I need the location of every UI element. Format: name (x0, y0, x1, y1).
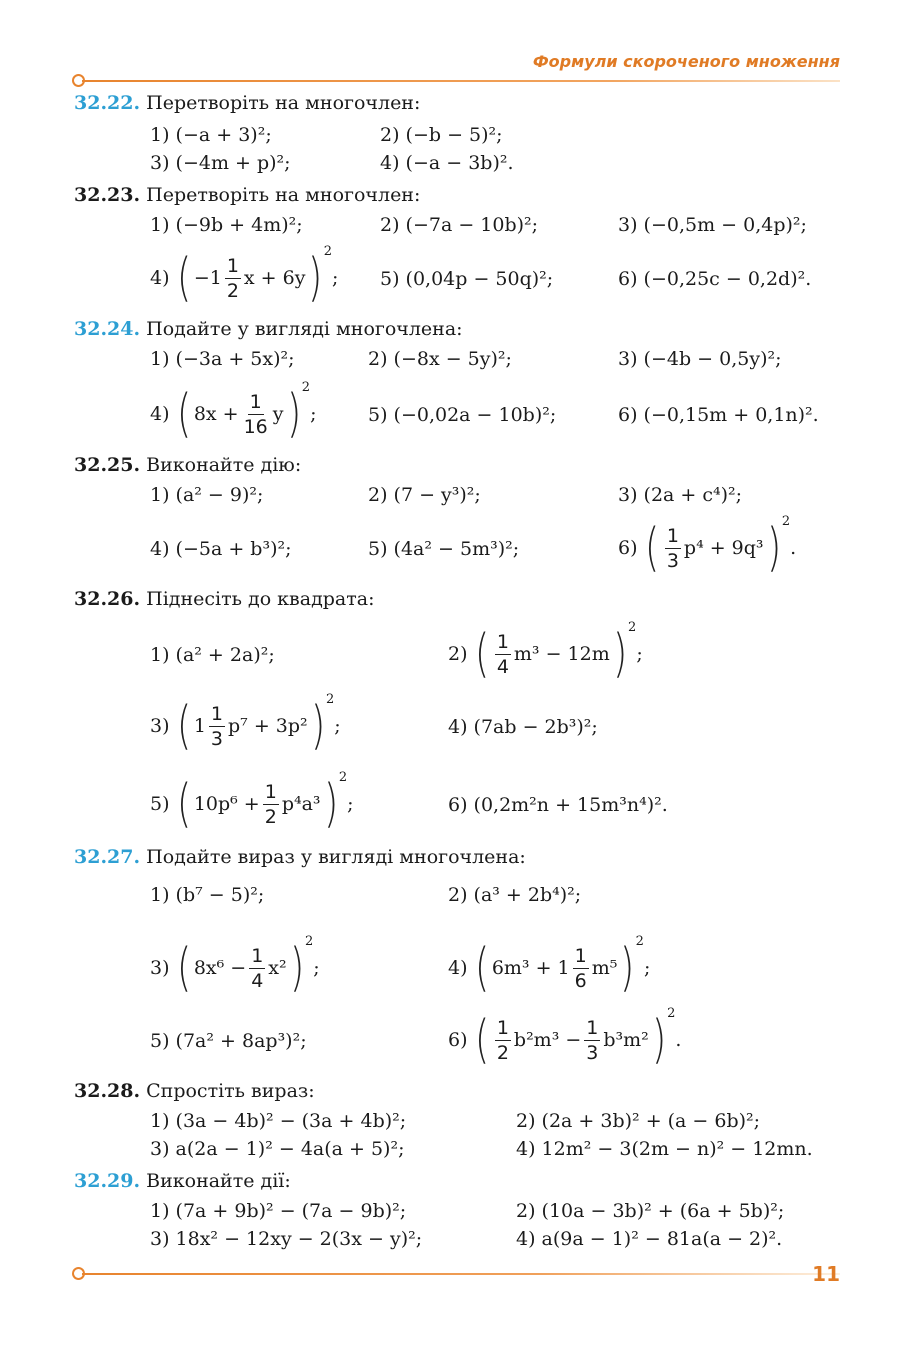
section-title: Формули скороченого множення (532, 52, 840, 71)
problem-item: 6) (0,2m²n + 15m³n⁴)². (448, 794, 668, 816)
problem-32-28 (74, 1080, 315, 1102)
fraction: $\frac{1}{3}$ (666, 524, 679, 572)
problem-title: Подайте вираз у вигляді многочлена: (146, 846, 526, 868)
fraction: $\frac{1}{16}$ (243, 390, 268, 438)
problem-title: Перетворіть на многочлен: (146, 184, 421, 206)
problem-item: 3) (−4m + p)²; (150, 152, 291, 174)
problem-item: 1) (7a + 9b)² − (7a − 9b)²; (150, 1200, 407, 1222)
problem-number: 32.26. (74, 588, 141, 610)
fraction-expression: 4) ( 8x + $\frac{1}{16}$ y ) 2 ; (150, 380, 317, 444)
problem-item: 3) (2a + c⁴)²; (618, 484, 743, 506)
problem-title: Перетворіть на многочлен: (146, 92, 421, 114)
problem-item: 2) (−7a − 10b)²; (380, 214, 539, 236)
problem-item: 1) (−3a + 5x)²; (150, 348, 295, 370)
problem-number: 32.22. (74, 92, 141, 114)
problem-item: 1) (a² − 9)²; (150, 484, 264, 506)
problem-title: Подайте у вигляді многочлена: (146, 318, 463, 340)
problem-32-22 (74, 92, 420, 114)
problem-number: 32.25. (74, 454, 141, 476)
problem-item: 2) (10a − 3b)² + (6a + 5b)²; (516, 1200, 785, 1222)
fraction: $\frac{1}{3}$ (586, 1016, 599, 1064)
problem-32-25 (74, 454, 301, 476)
problem-title: Виконайте дію: (146, 454, 302, 476)
problem-item: 2) (−b − 5)²; (380, 124, 503, 146)
fraction-expression: 5) ( 10p⁶ + $\frac{1}{2}$ p⁴a³ ) 2 ; (150, 770, 354, 834)
problem-item: 5) (7a² + 8ap³)²; (150, 1030, 307, 1052)
header-rule (82, 80, 840, 82)
fraction-expression: 6) ( $\frac{1}{2}$ b²m³ − $\frac{1}{3}$ b³m² ) 2 . (448, 1006, 682, 1070)
problem-item: 6) (−0,15m + 0,1n)². (618, 404, 819, 426)
fraction: $\frac{1}{4}$ (251, 944, 264, 992)
problem-number: 32.23. (74, 184, 141, 206)
fraction-expression: 2) ( $\frac{1}{4}$ m³ − 12m ) 2 ; (448, 620, 643, 684)
fraction-expression: 3) ( 8x⁶ − $\frac{1}{4}$ x² ) 2 ; (150, 934, 320, 998)
fraction: $\frac{1}{2}$ (496, 1016, 509, 1064)
problem-item: 5) (0,04p − 50q)²; (380, 268, 554, 290)
problem-32-23 (74, 184, 420, 206)
problem-item: 2) (a³ + 2b⁴)²; (448, 884, 582, 906)
page-number: 11 (812, 1262, 840, 1286)
problem-item: 1) (b⁷ − 5)²; (150, 884, 265, 906)
problem-item: 3) 18x² − 12xy − 2(3x − y)²; (150, 1228, 423, 1250)
problem-number: 32.29. (74, 1170, 141, 1192)
problem-number: 32.28. (74, 1080, 141, 1102)
problem-item: 1) (3a − 4b)² − (3a + 4b)²; (150, 1110, 407, 1132)
fraction-expression: 3) ( 1 $\frac{1}{3}$ p⁷ + 3p² ) 2 ; (150, 692, 341, 756)
problem-item: 5) (4a² − 5m³)²; (368, 538, 520, 560)
footer-rule (82, 1273, 840, 1275)
problem-32-29 (74, 1170, 291, 1192)
problem-item: 3) a(2a − 1)² − 4a(a + 5)²; (150, 1138, 405, 1160)
problem-item: 5) (−0,02a − 10b)²; (368, 404, 557, 426)
problem-title: Спростіть вираз: (146, 1080, 315, 1102)
fraction-expression: 4) ( 6m³ + 1 $\frac{1}{6}$ m⁵ ) 2 ; (448, 934, 651, 998)
problem-32-24 (74, 318, 463, 340)
fraction-expression: 6) ( $\frac{1}{3}$ p⁴ + 9q³ ) 2 . (618, 514, 797, 578)
problem-item: 4) 12m² − 3(2m − n)² − 12mn. (516, 1138, 813, 1160)
fraction: $\frac{1}{4}$ (496, 630, 509, 678)
fraction: $\frac{1}{2}$ (226, 254, 239, 302)
problem-item: 2) (−8x − 5y)²; (368, 348, 512, 370)
problem-title: Виконайте дії: (146, 1170, 291, 1192)
problem-item: 6) (−0,25c − 0,2d)². (618, 268, 812, 290)
problem-title: Піднесіть до квадрата: (146, 588, 375, 610)
fraction: $\frac{1}{2}$ (264, 780, 277, 828)
problem-item: 2) (2a + 3b)² + (a − 6b)²; (516, 1110, 761, 1132)
problem-item: 2) (7 − y³)²; (368, 484, 481, 506)
problem-item: 4) a(9a − 1)² − 81a(a − 2)². (516, 1228, 783, 1250)
problem-item: 3) (−4b − 0,5y)²; (618, 348, 782, 370)
problem-item: 4) (7ab − 2b³)²; (448, 716, 598, 738)
fraction: $\frac{1}{6}$ (574, 944, 587, 992)
problem-number: 32.27. (74, 846, 141, 868)
problem-item: 1) (−a + 3)²; (150, 124, 272, 146)
problem-number: 32.24. (74, 318, 141, 340)
problem-item: 4) (−a − 3b)². (380, 152, 514, 174)
fraction-expression: 4) ( −1 $\frac{1}{2}$ x + 6y ) 2 ; (150, 244, 339, 308)
problem-32-26 (74, 588, 375, 610)
fraction: $\frac{1}{3}$ (210, 702, 223, 750)
problem-item: 3) (−0,5m − 0,4p)²; (618, 214, 807, 236)
problem-32-27 (74, 846, 526, 868)
problem-item: 4) (−5a + b³)²; (150, 538, 292, 560)
problem-item: 1) (−9b + 4m)²; (150, 214, 303, 236)
problem-item: 1) (a² + 2a)²; (150, 644, 275, 666)
